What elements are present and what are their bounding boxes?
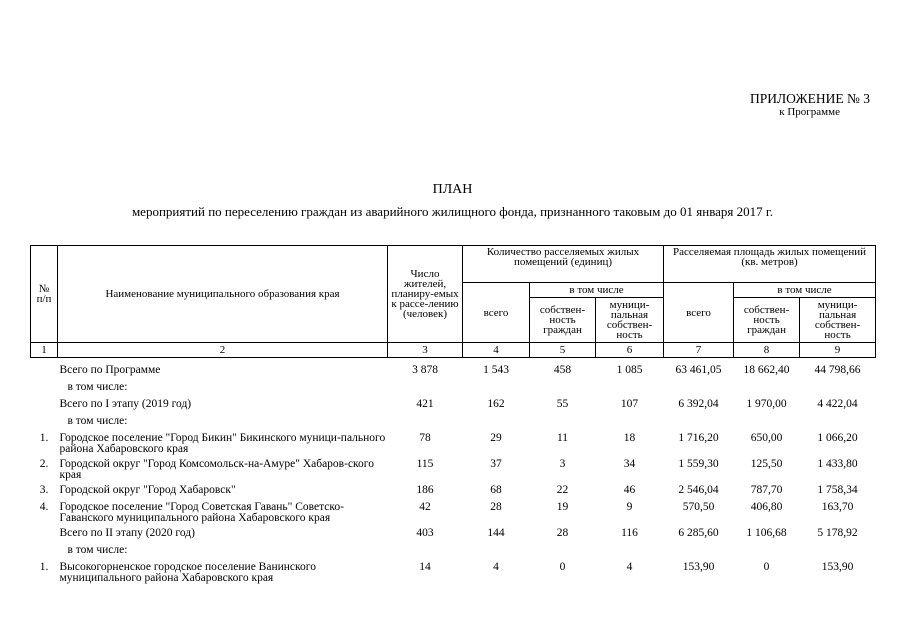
row-value: 1 106,68 (746, 526, 787, 539)
column-number: 3 (388, 343, 463, 358)
row-index: 3. (39, 483, 49, 496)
column-number: 6 (596, 343, 664, 358)
row-value (800, 382, 876, 399)
table-row (31, 562, 876, 588)
row-value: 787,70 (750, 483, 783, 496)
document-subtitle: мероприятий по переселению граждан из аварийного жилищного фонда, признанного таковым до 01 января 2017 г. (131, 204, 774, 219)
row-value: 1 433,80 (817, 457, 858, 470)
header-units-citizens: собствен-ность граждан (530, 298, 596, 343)
header-num: № п/п (31, 246, 58, 343)
row-value: 1 559,30 (678, 457, 719, 470)
table-body (31, 358, 876, 588)
column-number: 2 (58, 343, 388, 358)
table-row (31, 358, 876, 382)
row-value (734, 382, 800, 399)
header-name: Наименование муниципального образования края (58, 246, 388, 343)
row-value (664, 545, 734, 562)
row-value: 107 (620, 397, 639, 410)
row-value: 19 (556, 500, 569, 513)
header-area-municipal: муници-пальная собствен-ность (800, 298, 876, 343)
row-value: 162 (487, 397, 505, 410)
header-area-group: Расселяемая площадь жилых помещений (кв. метров) (664, 246, 876, 283)
table-row (31, 545, 876, 562)
row-value: 421 (416, 397, 434, 410)
row-index (31, 545, 58, 562)
row-value: 186 (416, 483, 434, 496)
row-value: 1 758,34 (817, 483, 858, 496)
column-number: 4 (463, 343, 530, 358)
row-value: 5 178,92 (817, 526, 858, 539)
table-row (31, 502, 876, 528)
table-row (31, 433, 876, 459)
row-value: 2 546,04 (678, 483, 719, 496)
appendix-block (700, 91, 870, 119)
resettlement-plan-table (30, 245, 876, 588)
row-value (734, 545, 800, 562)
row-value: 1 085 (616, 364, 643, 376)
row-name: в том числе: (67, 543, 128, 556)
document-title: ПЛАН (432, 182, 473, 197)
row-value (596, 416, 664, 433)
header-units-municipal: муници-пальная собствен-ность (596, 298, 664, 343)
row-value: 153,90 (821, 560, 854, 573)
row-value: 63 461,05 (675, 364, 722, 376)
row-value: 1 066,20 (817, 431, 858, 444)
table-row (31, 528, 876, 545)
row-name: Городской округ "Город Хабаровск" (59, 483, 236, 496)
row-value: 6 285,60 (678, 526, 719, 539)
row-value: 78 (419, 431, 431, 444)
row-value: 4 (493, 560, 499, 573)
row-name: Всего по I этапу (2019 год) (59, 397, 192, 410)
row-value: 650,00 (750, 431, 783, 444)
header-residents: Число жителей, планиру-емых к рассе-лению (человек) (388, 246, 463, 343)
row-value (734, 416, 800, 433)
row-value: 406,80 (750, 500, 783, 513)
header-area-total: всего (664, 283, 734, 343)
row-value: 1 716,20 (678, 431, 719, 444)
row-value (388, 382, 463, 399)
column-number: 7 (664, 343, 734, 358)
appendix-subtitle: к Программе (779, 106, 840, 118)
row-value: 11 (556, 431, 569, 444)
row-value (664, 382, 734, 399)
row-value: 28 (556, 526, 569, 539)
row-value: 4 (626, 560, 633, 573)
row-value: 29 (490, 431, 502, 444)
column-number: 8 (734, 343, 800, 358)
row-name: Всего по Программе (59, 364, 161, 376)
row-name: Городской округ "Город Комсомольск-на-Амуре" Хабаров-ского края (59, 457, 374, 481)
header-units-incl: в том числе (530, 283, 664, 298)
row-value: 0 (559, 560, 566, 573)
row-value: 153,90 (682, 560, 715, 573)
row-value: 3 878 (412, 364, 438, 376)
header-units-total: всего (463, 283, 530, 343)
row-index: 1. (39, 431, 49, 444)
row-value: 18 662,40 (743, 364, 790, 376)
row-value (463, 382, 530, 399)
row-value: 163,70 (821, 500, 854, 513)
row-value (596, 545, 664, 562)
row-value (388, 416, 463, 433)
row-value: 37 (490, 457, 502, 470)
row-name: в том числе: (67, 380, 128, 393)
row-value: 403 (416, 526, 434, 539)
row-value (463, 416, 530, 433)
row-value: 115 (416, 457, 434, 470)
row-value: 116 (621, 526, 638, 539)
row-value: 14 (419, 560, 431, 573)
row-value: 4 422,04 (817, 397, 858, 410)
row-index (31, 416, 58, 433)
row-value (388, 545, 463, 562)
header-units-group: Количество расселяемых жилых помещений (единиц) (463, 246, 664, 283)
column-number: 5 (530, 343, 596, 358)
row-value: 3 (559, 457, 566, 470)
row-index (31, 399, 58, 416)
row-value: 125,50 (750, 457, 783, 470)
row-index: 2. (39, 457, 49, 470)
row-value (463, 545, 530, 562)
row-value: 144 (487, 526, 505, 539)
row-value: 1 970,00 (746, 397, 787, 410)
row-value (530, 382, 596, 399)
row-value (800, 416, 876, 433)
table-row (31, 382, 876, 399)
row-value (530, 545, 596, 562)
table-row (31, 399, 876, 416)
row-name: Городское поселение "Город Бикин" Бикинского муници-пального района Хабаровского края (59, 431, 386, 455)
row-value: 46 (623, 483, 636, 496)
row-value: 570,50 (682, 500, 715, 513)
row-value: 34 (623, 457, 636, 470)
row-index (31, 358, 58, 382)
table-row (31, 459, 876, 485)
row-index: 4. (39, 500, 49, 513)
row-value (530, 416, 596, 433)
row-value (664, 416, 734, 433)
column-number: 9 (800, 343, 876, 358)
row-value: 9 (626, 500, 633, 513)
row-index: 1. (39, 560, 49, 573)
row-name: Всего по II этапу (2020 год) (59, 526, 195, 539)
row-value: 68 (490, 483, 502, 496)
column-number-row (31, 343, 876, 358)
row-value: 28 (490, 500, 502, 513)
column-number: 1 (31, 343, 58, 358)
table-row (31, 416, 876, 433)
row-value (800, 545, 876, 562)
row-value: 458 (553, 364, 572, 376)
row-value: 1 543 (483, 364, 509, 376)
appendix-title: ПРИЛОЖЕНИЕ № 3 (749, 91, 870, 106)
row-value (596, 382, 664, 399)
row-value: 6 392,04 (678, 397, 719, 410)
row-index (31, 382, 58, 399)
row-value: 44 798,66 (814, 364, 861, 376)
header-area-incl: в том числе (734, 283, 876, 298)
row-name: Высокогорненское городское поселение Ванинского муниципального района Хабаровского края (59, 560, 316, 584)
header-area-citizens: собствен-ность граждан (734, 298, 800, 343)
row-value: 0 (763, 560, 770, 573)
table-row (31, 485, 876, 502)
row-value: 22 (556, 483, 569, 496)
row-index (31, 528, 58, 545)
row-name: Городское поселение "Город Советская Гавань" Советско-Гаванского муниципального района Хабаровского края (59, 500, 344, 524)
row-name: в том числе: (67, 414, 128, 427)
row-value: 42 (419, 500, 431, 513)
row-value: 55 (556, 397, 569, 410)
row-value: 18 (623, 431, 636, 444)
